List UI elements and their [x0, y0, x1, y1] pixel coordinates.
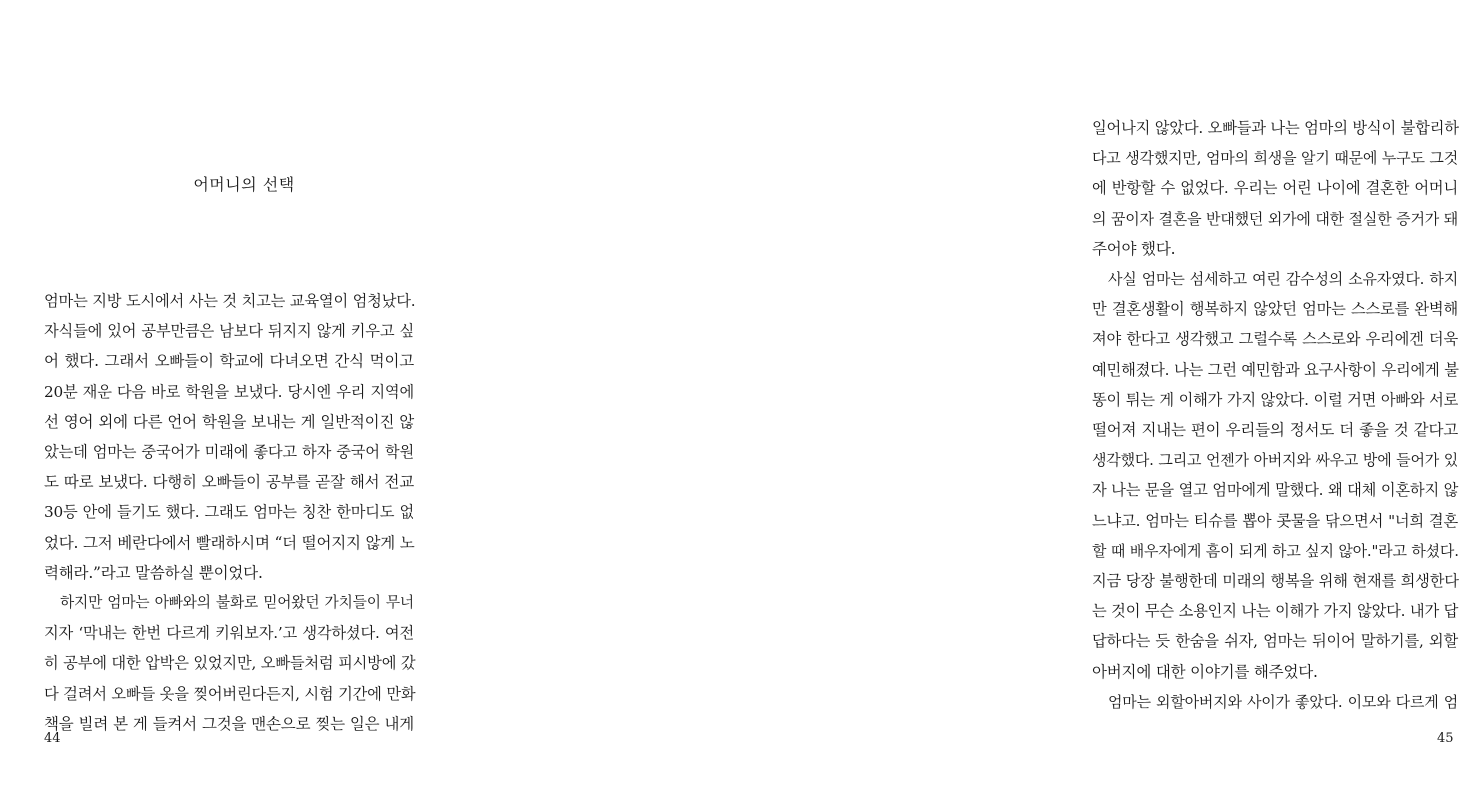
text-line: 져야 한다고 생각했고 그럴수록 스스로와 우리에겐 더욱: [1092, 330, 1458, 349]
text-line: 지금 당장 불행한데 미래의 행복을 위해 현재를 희생한다: [1092, 572, 1459, 591]
text-line: 아버지에 대한 이야기를 해주었다.: [1092, 662, 1318, 681]
text-line: 책을 빌려 본 게 들켜서 그것을 맨손으로 찢는 일은 내게: [44, 714, 414, 733]
text-line: 주어야 했다.: [1092, 239, 1176, 258]
text-line: 30등 안에 들기도 했다. 그래도 엄마는 칭찬 한마디도 없: [44, 503, 414, 522]
right-page: [500, 0, 1459, 809]
text-line: 할 때 배우자에게 흠이 되게 하고 싶지 않아."라고 하셨다.: [1092, 541, 1459, 560]
text-line: 력해라.”라고 말씀하실 뿐이었다.: [44, 563, 263, 582]
text-line: 하지만 엄마는 아빠와의 불화로 믿어왔던 가치들이 무너: [60, 594, 414, 612]
text-line: 떨어져 지내는 편이 우리들의 정서도 더 좋을 것 같다고: [1092, 421, 1458, 440]
text-line: 엄마는 외할아버지와 사이가 좋았다. 이모와 다르게 엄: [1108, 692, 1458, 711]
text-line: 선 영어 외에 다른 언어 학원을 보내는 게 일반적이진 않: [44, 412, 414, 431]
page-number: 45: [1437, 731, 1454, 746]
text-line: 자식들에 있어 공부만큼은 남보다 뒤지지 않게 키우고 싶: [44, 322, 414, 341]
text-line: 엄마는 지방 도시에서 사는 것 치고는 교육열이 엄청났다.: [44, 292, 416, 310]
text-line: 었다. 그저 베란다에서 빨래하시며 “더 떨어지지 않게 노: [44, 533, 415, 552]
text-line: 예민해졌다. 나는 그런 예민함과 요구사항이 우리에게 불: [1092, 360, 1459, 379]
text-line: 다 걸려서 오빠들 옷을 찢어버린다든지, 시험 기간에 만화: [44, 684, 416, 703]
text-line: 았는데 엄마는 중국어가 미래에 좋다고 하자 중국어 학원: [44, 443, 414, 462]
text-line: 지자 ‘막내는 한번 다르게 키워보자.’고 생각하셨다. 여전: [44, 624, 414, 643]
text-line: 어 했다. 그래서 오빠들이 학교에 다녀오면 간식 먹이고: [44, 352, 414, 371]
text-line: 느냐고. 엄마는 티슈를 뽑아 콧물을 닦으면서 "너희 결혼: [1092, 511, 1458, 530]
text-line: 도 따로 보냈다. 다행히 오빠들이 공부를 곧잘 해서 전교: [44, 473, 414, 492]
text-line: 사실 엄마는 섬세하고 여린 감수성의 소유자였다. 하지: [1108, 270, 1458, 289]
page-number: 44: [44, 731, 61, 746]
text-line: 답하다는 듯 한숨을 쉬자, 엄마는 뒤이어 말하기를, 외할: [1092, 632, 1458, 651]
text-line: 히 공부에 대한 압박은 있었지만, 오빠들처럼 피시방에 갔: [44, 654, 416, 673]
right-body-text: [1092, 113, 1458, 717]
chapter-title: 어머니의 선택: [193, 175, 295, 194]
text-line: 자 나는 문을 열고 엄마에게 말했다. 왜 대체 이혼하지 않: [1092, 481, 1459, 500]
text-line: 만 결혼생활이 행복하지 않았던 엄마는 스스로를 완벽해: [1092, 300, 1458, 319]
text-line: 20분 재운 다음 바로 학원을 보냈다. 당시엔 우리 지역에: [44, 382, 414, 401]
text-line: 똥이 튀는 게 이해가 가지 않았다. 이럴 거면 아빠와 서로: [1092, 390, 1459, 409]
text-line: 다고 생각했지만, 엄마의 희생을 알기 때문에 누구도 그것: [1092, 149, 1458, 168]
text-line: 는 것이 무슨 소용인지 나는 이해가 가지 않았다. 내가 답: [1092, 602, 1459, 621]
left-body-text: [44, 286, 414, 739]
text-line: 에 반항할 수 없었다. 우리는 어린 나이에 결혼한 어머니: [1092, 179, 1458, 198]
text-line: 일어나지 않았다. 오빠들과 나는 엄마의 방식이 불합리하: [1092, 119, 1459, 137]
left-page: [0, 0, 500, 809]
text-line: 의 꿈이자 결혼을 반대했던 외가에 대한 절실한 증거가 돼: [1092, 209, 1458, 228]
text-line: 생각했다. 그리고 언젠가 아버지와 싸우고 방에 들어가 있: [1092, 451, 1458, 470]
